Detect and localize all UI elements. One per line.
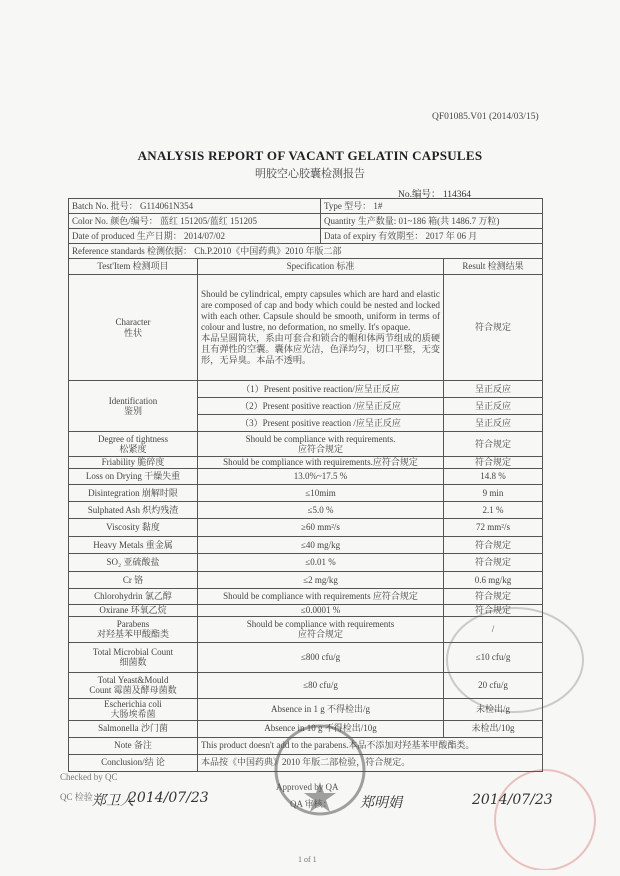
approved-by-qa: Approved by QA (276, 782, 339, 792)
result: 符合规定 (444, 537, 543, 554)
specification (198, 537, 444, 554)
table-row (69, 720, 543, 737)
spec-en: ≤40 mg/kg (300, 539, 341, 550)
header-test-item: Test'Item 检测项目 (69, 259, 198, 275)
document-code: QF01085.V01 (2014/03/15) (432, 112, 539, 122)
specification (198, 605, 444, 617)
item-en: Loss on Drying 干燥失重 (85, 471, 181, 482)
production-date: Date of produced 生产日期： 2014/07/02 (69, 229, 321, 244)
result: 呈正反应 (444, 398, 543, 415)
result: 符合规定 (444, 554, 543, 572)
item-cn: 大肠埃希菌 (110, 709, 156, 719)
test-item (69, 381, 198, 432)
spec-en: Should be compliance with requirements 应符合规定 (223, 591, 418, 602)
table-row (69, 672, 543, 698)
result: 符合规定 (444, 589, 543, 605)
qa-sign-label: QA 审核： (290, 799, 332, 809)
test-item (69, 672, 198, 698)
test-item (69, 485, 198, 502)
result: 14.8 % (444, 469, 543, 485)
result: 72 mm²/s (444, 519, 543, 537)
note-row (69, 737, 543, 754)
conclusion-row (69, 754, 543, 771)
reference-standards: Reference standards 检测依据： Ch.P.2010《中国药典》2010 年版二部 (69, 244, 543, 259)
spec-en: ≤800 cfu/g (300, 651, 341, 662)
table-row (69, 605, 543, 617)
specification (198, 457, 444, 469)
spec-en: Absence in 10 g 不得检出/10g (264, 723, 377, 734)
specification: （3）Present positive reaction /应呈正反应 (198, 415, 444, 432)
item-en: Oxirane 环氧乙烷 (99, 605, 167, 615)
specification: （1）Present positive reaction/应呈正反应 (198, 381, 444, 398)
spec-en: Absence in 1 g 不得检出/g (271, 703, 370, 714)
table-row (69, 698, 543, 720)
specification (198, 616, 444, 642)
specification (198, 589, 444, 605)
test-item (69, 502, 198, 519)
item-en: Escherichia coli (104, 698, 162, 709)
item-en: Character (115, 317, 151, 327)
test-item (69, 720, 198, 737)
conclusion-label: Conclusion/结 论 (69, 754, 198, 771)
item-cn: 鉴别 (123, 406, 142, 416)
spec-en: ≤2 mg/kg (303, 574, 338, 585)
test-item (69, 554, 198, 572)
item-en: Friability 脆碎度 (101, 457, 165, 468)
test-item (69, 469, 198, 485)
quantity: Quantity 生产数量: 01~186 箱(共 1486.7 万粒) (321, 214, 543, 229)
specification (198, 572, 444, 589)
spec-en: Should be compliance with requirements. (245, 433, 396, 444)
specification (198, 432, 444, 457)
table-row (69, 589, 543, 605)
spec-en: Should be compliance with requirements (246, 618, 395, 629)
test-item (69, 519, 198, 537)
result: ≤10 cfu/g (444, 642, 543, 672)
result: / (444, 616, 543, 642)
checked-by-qc: Checked by QC (60, 772, 118, 782)
specification (198, 698, 444, 720)
spec-en: Should be compliance with requirements.应符合规定 (223, 457, 418, 468)
result: 符合规定 (444, 457, 543, 469)
note-label: Note 备注 (69, 737, 198, 754)
specification (198, 502, 444, 519)
header-result: Result 检测结果 (444, 259, 543, 275)
item-en: Total Microbial Count (92, 646, 174, 657)
specification (198, 485, 444, 502)
spec-cn: 本品呈圆筒状，系由可套合和锁合的帽和体两节组成的质硬且有弹性的空囊。囊体应光洁，色泽均匀，切口平整，无变形，无异臭。本品不透明。 (201, 333, 441, 365)
result: 20 cfu/g (444, 672, 543, 698)
spec-en: ≤5.0 % (307, 504, 334, 515)
specification (198, 672, 444, 698)
spec-cn: 应符合规定 (298, 444, 344, 454)
result: 2.1 % (444, 502, 543, 519)
item-en: Identification (108, 395, 158, 406)
table-row (69, 381, 543, 398)
header-specification: Specification 标准 (198, 259, 444, 275)
item-en: Sulphated Ash 炽灼残渣 (87, 504, 179, 515)
table-row (69, 275, 543, 381)
spec-en: ≤80 cfu/g (303, 679, 338, 690)
item-en: Salmonella 沙门菌 (98, 723, 168, 734)
table-row (69, 616, 543, 642)
specification (198, 275, 444, 381)
result: 未检出/g (444, 698, 543, 720)
test-item (69, 698, 198, 720)
result: 符合规定 (444, 605, 543, 617)
qc-sign-label: QC 检验： (60, 792, 102, 802)
item-en: Disintegration 崩解时限 (88, 487, 178, 498)
spec-en: Should be cylindrical, empty capsules which are hard and elastic are composed of cap and body which could be nested and locked with each other. Capsule should be smooth, uniform in terms of colour and lustre, no deformation, no smelly. It's opaque. (201, 289, 441, 332)
test-item (69, 572, 198, 589)
result: 0.6 mg/kg (444, 572, 543, 589)
specification (198, 469, 444, 485)
report-title: ANALYSIS REPORT OF VACANT GELATIN CAPSULES (137, 148, 483, 163)
specification (198, 519, 444, 537)
specification (198, 720, 444, 737)
test-item (69, 457, 198, 469)
qc-date: 2014/07/23 (128, 790, 209, 806)
conclusion-text: 本品按《中国药典》2010 年版二部检验，符合规定。 (198, 754, 543, 771)
spec-en: ≥60 mm²/s (301, 522, 340, 533)
qc-signature: 郑卫人 (92, 793, 134, 809)
table-row (69, 572, 543, 589)
test-item (69, 616, 198, 642)
result: 9 min (444, 485, 543, 502)
test-item (69, 589, 198, 605)
item-en: Chlorohydrin 氯乙醇 (94, 591, 172, 602)
red-stamp (480, 760, 610, 870)
test-item (69, 432, 198, 457)
qa-signature: 郑明娟 (360, 795, 402, 811)
table-row (69, 554, 543, 572)
spec-en: 13.0%~17.5 % (293, 471, 348, 482)
item-en: Parabens (116, 618, 150, 629)
result: 符合规定 (444, 432, 543, 457)
table-row (69, 485, 543, 502)
table-row (69, 537, 543, 554)
item-cn: 细菌数 (119, 657, 147, 667)
type: Type 型号： 1# (321, 199, 543, 214)
specification (198, 554, 444, 572)
result: 呈正反应 (444, 381, 543, 398)
table-row (69, 519, 543, 537)
table-row (69, 642, 543, 672)
table-row (69, 457, 543, 469)
test-item (69, 605, 198, 617)
result: 未检出/10g (444, 720, 543, 737)
page-number: 1 of 1 (298, 855, 317, 864)
spec-en: ≤0.0001 % (300, 605, 341, 615)
specification (198, 642, 444, 672)
item-cn: 对羟基苯甲酸酯类 (96, 629, 169, 639)
qa-date: 2014/07/23 (472, 792, 553, 808)
item-en: Viscosity 黏度 (106, 522, 160, 533)
test-item (69, 537, 198, 554)
batch-number: Batch No. 批号： G114061N354 (69, 199, 321, 214)
report-subtitle: 明胶空心胶囊检测报告 (255, 168, 365, 180)
item-en: Heavy Metals 重金属 (93, 539, 173, 550)
expiry-date: Data of expiry 有效期至： 2017 年 06 月 (321, 229, 543, 244)
item-cn: Count 霉菌及酵母菌数 (89, 685, 177, 695)
table-row (69, 502, 543, 519)
result: 呈正反应 (444, 415, 543, 432)
item-en: Cr 铬 (122, 574, 144, 585)
spec-en: ≤0.01 % (305, 557, 336, 568)
table-row (69, 432, 543, 457)
spec-cn: 应符合规定 (298, 629, 344, 639)
item-en: Total Yeast&Mould (97, 674, 169, 685)
color-number: Color No. 颜色/编号： 蓝红 151205/蓝红 151205 (69, 214, 321, 229)
item-cn: 松紧度 (119, 444, 147, 454)
spec-en: ≤10mim (305, 487, 336, 498)
test-item (69, 275, 198, 381)
item-en: Degree of tightness (98, 433, 168, 444)
item-cn: 性状 (123, 327, 142, 338)
table-row (69, 469, 543, 485)
note-text: This product doesn't add to the parabens.本品不添加对羟基苯甲酸酯类。 (198, 737, 543, 754)
item-en: SO₂ 亚硫酸盐 (106, 557, 160, 568)
report-number: No.编号： 114364 (398, 190, 472, 200)
test-item (69, 642, 198, 672)
result: 符合规定 (444, 275, 543, 381)
specification: （2）Present positive reaction /应呈正反应 (198, 398, 444, 415)
report-table (68, 198, 543, 772)
